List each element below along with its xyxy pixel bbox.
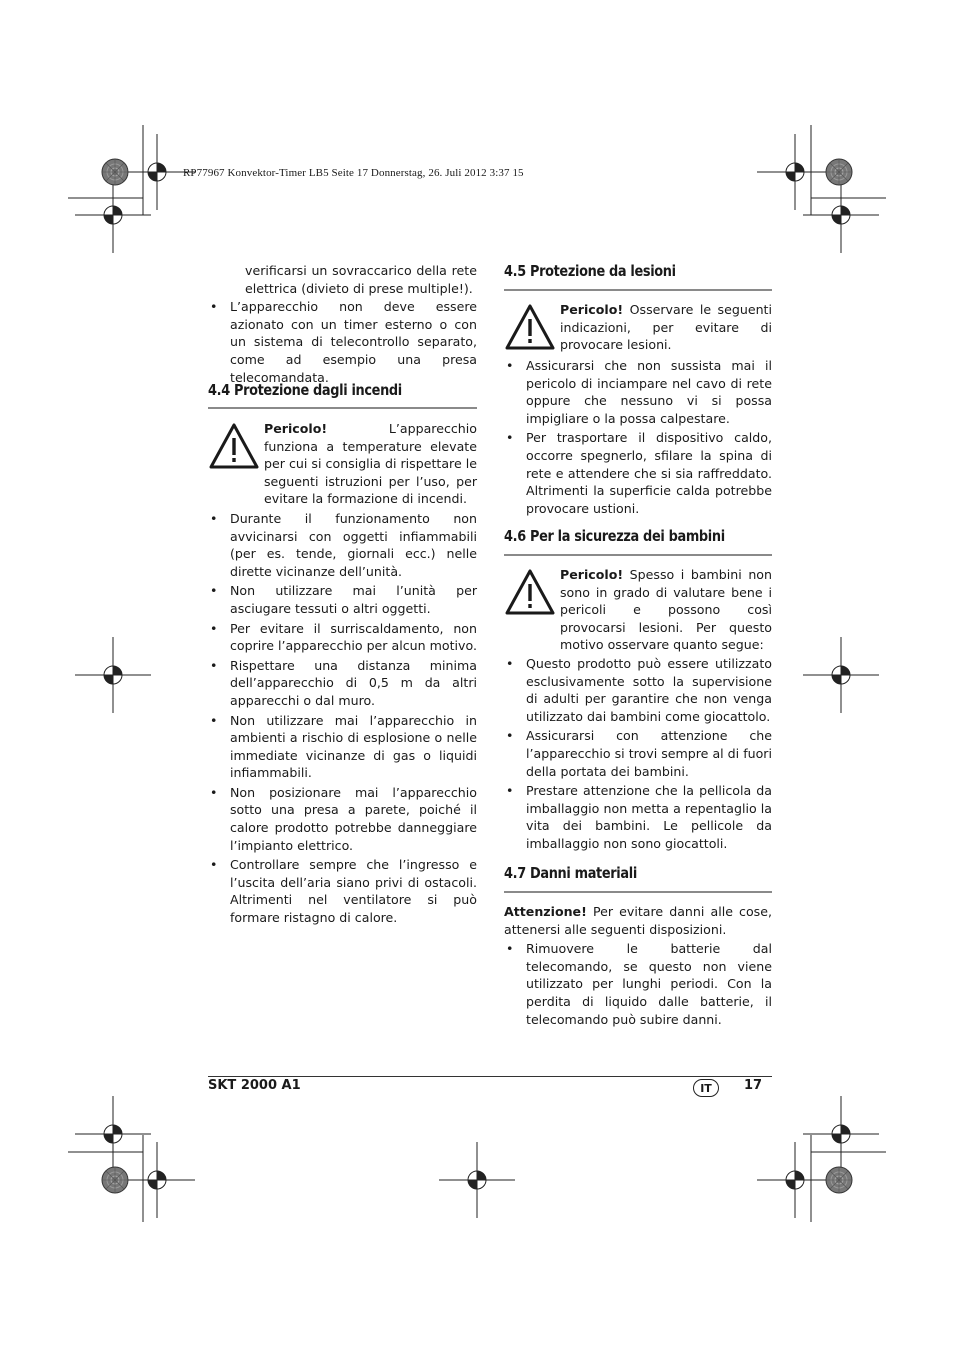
list-item: • Questo prodotto può essere utilizzato esclusivamente sotto la supervisione di adulti per garantire che non venga utilizzato dai bambini come giocattolo. <box>506 656 772 724</box>
bullet-icon: • <box>506 941 514 957</box>
bullet-icon: • <box>210 299 218 315</box>
registration-crosshair-icon <box>439 1142 515 1218</box>
list-item: • Rimuovere le batterie dal telecomando, se questo non viene utilizzato per lunghi periodi. Con la perdita di liquido dalle batterie, il telecomando può subire danni. <box>506 941 772 1027</box>
list-item: • Non utilizzare mai l’apparecchio in ambienti a rischio di esplosione o nelle immediate vicinanze di gas o liquidi infiammabili. <box>210 712 477 781</box>
list-item: • Assicurarsi con attenzione che l’apparecchio si trovi sempre al di fuori della portata dei bambini. <box>506 728 772 779</box>
bullet-icon: • <box>506 728 514 744</box>
bullet-icon: • <box>210 784 218 800</box>
registration-crosshair-icon <box>119 134 195 210</box>
bullet-icon: • <box>210 657 218 673</box>
warning-text: Pericolo! L’apparecchio funziona a temperature elevate per cui si consiglia di rispettare le seguenti istruzioni per l’uso, per evitare la formazione di incendi. <box>264 421 477 507</box>
attention-note: Attenzione! Per evitare danni alle cose, attenersi alle seguenti disposizioni. <box>504 904 772 937</box>
bullet-icon: • <box>506 656 514 671</box>
bullet-icon: • <box>210 712 218 728</box>
registration-crosshair-icon <box>75 177 151 253</box>
registration-crosshair-icon <box>757 1142 833 1218</box>
list-item: • Rispettare una distanza minima dell’apparecchio di 0,5 m da altri apparecchi o dal muro. <box>210 657 477 708</box>
bullet-icon: • <box>210 510 218 526</box>
warning-text: Pericolo! Osservare le seguenti indicazioni, per evitare di provocare lesioni. <box>560 302 772 353</box>
page-number: 17 <box>744 1078 763 1093</box>
bullet-icon: • <box>506 358 514 373</box>
section-heading: 4.4 Protezione dagli incendi <box>208 381 402 399</box>
warning-text: Pericolo! Spesso i bambini non sono in grado di valutare bene i pericoli e possono così provocarsi lesioni. Per questo motivo osservare quanto segue: <box>560 567 772 653</box>
color-wheel-icon <box>102 159 128 185</box>
language-badge: IT <box>693 1079 719 1097</box>
registration-crosshair-icon <box>757 134 833 210</box>
color-wheel-icon <box>102 1167 128 1193</box>
registration-crosshair-icon <box>803 1096 879 1172</box>
footer-model: SKT 2000 A1 <box>208 1078 301 1093</box>
list-item: • Controllare sempre che l’ingresso e l’uscita dell’aria siano privi di ostacoli. Altrimenti nel ventilatore si può formare ristagno di calore. <box>210 857 477 926</box>
registration-crosshair-icon <box>75 637 151 713</box>
list-item: • Assicurarsi che non sussista mai il pericolo di inciampare nel cavo di rete oppure che nessuno vi si possa impigliare o la possa calpestare. <box>506 358 772 426</box>
print-info-line: RP77967 Konvektor-Timer LB5 Seite 17 Donnerstag, 26. Juli 2012 3:37 15 <box>183 167 524 179</box>
section-heading: 4.6 Per la sicurezza dei bambini <box>504 527 725 545</box>
list-item: • L’apparecchio non deve essere azionato con un timer esterno o con un sistema di telecontrollo separato, come ad esempio una presa telecomandata. <box>210 299 477 385</box>
list-item: • Per evitare il surriscaldamento, non coprire l’apparecchio per alcun motivo. <box>210 620 477 654</box>
registration-crosshair-icon <box>75 1096 151 1172</box>
bullet-icon: • <box>506 783 514 799</box>
section-heading: 4.5 Protezione da lesioni <box>504 262 676 280</box>
bullet-icon: • <box>506 430 514 446</box>
list-item: • Non posizionare mai l’apparecchio sotto una presa a parete, poiché il calore prodotto potrebbe danneggiare l’impianto elettrico. <box>210 784 477 853</box>
registration-crosshair-icon <box>803 177 879 253</box>
bullet-icon: • <box>210 857 218 873</box>
color-wheel-icon <box>826 1167 852 1193</box>
list-item: • Per trasportare il dispositivo caldo, occorre spegnerlo, sfilare la spina di rete e attendere che si sia raffreddato. Altrimenti la superficie calda potrebbe provocare ustioni. <box>506 430 772 516</box>
color-wheel-icon <box>826 159 852 185</box>
list-item: • Prestare attenzione che la pellicola da imballaggio non metta a repentaglio la vita dei bambini. Le pellicole da imballaggio non sono giocattoli. <box>506 783 772 851</box>
intro-continuation: verificarsi un sovraccarico della rete elettrica (divieto di prese multiple!). <box>245 263 477 296</box>
bullet-icon: • <box>210 583 218 599</box>
bullet-icon: • <box>210 620 218 636</box>
list-item: • Non utilizzare mai l’unità per asciugare tessuti o altri oggetti. <box>210 583 477 616</box>
section-heading: 4.7 Danni materiali <box>504 864 637 882</box>
registration-crosshair-icon <box>803 637 879 713</box>
list-item: • Durante il funzionamento non avvicinarsi con oggetti infiammabili (per es. tende, giornali ecc.) nelle dirette vicinanze dell’unità. <box>210 510 477 579</box>
registration-crosshair-icon <box>119 1142 195 1218</box>
